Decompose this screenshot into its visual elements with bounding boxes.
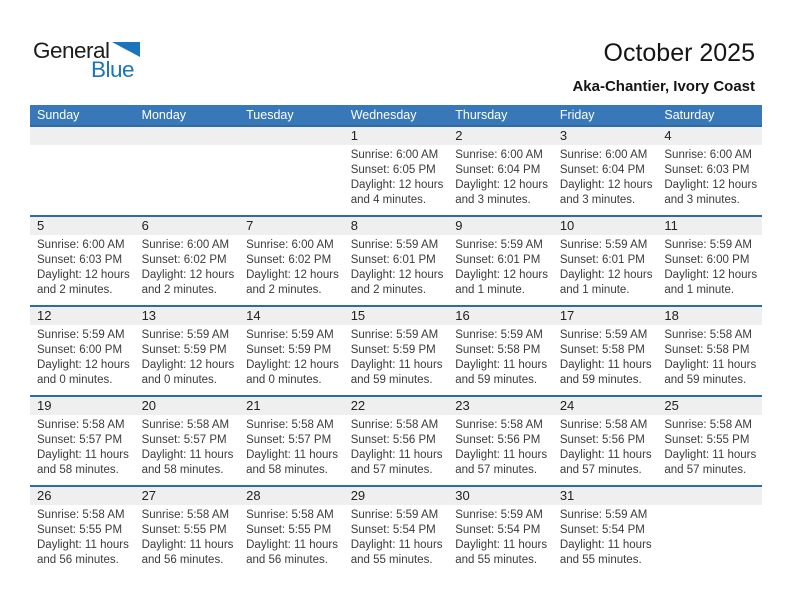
- sunset-text: Sunset: 5:56 PM: [350, 434, 436, 446]
- weekday-header-sunday: Sunday: [30, 105, 135, 126]
- logo-triangle-icon: [112, 42, 140, 57]
- sunset-text: Sunset: 6:05 PM: [350, 164, 436, 176]
- day-number: 19: [30, 397, 135, 415]
- day-number: 16: [448, 307, 553, 325]
- daylight-text-line2: and 0 minutes.: [246, 374, 322, 386]
- sunrise-text: Sunrise: 5:59 AM: [246, 329, 334, 341]
- day-number: [135, 127, 240, 145]
- sunrise-text: Sunrise: 5:59 AM: [559, 329, 648, 341]
- day-cell: [344, 306, 449, 396]
- day-cell: [448, 216, 553, 306]
- day-number: 25: [657, 397, 762, 415]
- sunrise-text: Sunrise: 5:58 AM: [246, 419, 334, 431]
- day-cell: [344, 216, 449, 306]
- month-title: October 2025: [603, 39, 755, 67]
- day-cell: [135, 486, 240, 576]
- daylight-text-line2: and 55 minutes.: [455, 554, 538, 566]
- logo-text-general: General: [33, 38, 110, 63]
- daylight-text-line1: Daylight: 11 hours: [455, 449, 548, 461]
- day-number: 22: [344, 397, 449, 415]
- daylight-text-line1: Daylight: 11 hours: [664, 359, 757, 371]
- day-number: 7: [239, 217, 344, 235]
- weekday-header-tuesday: Tuesday: [239, 105, 344, 126]
- day-cell: [448, 486, 553, 576]
- sunset-text: Sunset: 5:54 PM: [350, 524, 436, 536]
- day-cell: [135, 216, 240, 306]
- day-number: 29: [344, 487, 449, 505]
- sunset-text: Sunset: 5:54 PM: [455, 524, 541, 536]
- sunset-text: Sunset: 6:01 PM: [455, 254, 541, 266]
- daylight-text-line1: Daylight: 11 hours: [37, 539, 129, 551]
- day-number: 23: [448, 397, 553, 415]
- day-number: 21: [239, 397, 344, 415]
- daylight-text-line1: Daylight: 12 hours: [141, 269, 235, 281]
- day-number: [239, 127, 344, 145]
- daylight-text-line2: and 1 minute.: [455, 284, 525, 296]
- day-number: 12: [30, 307, 135, 325]
- day-number: 26: [30, 487, 135, 505]
- day-number: 14: [239, 307, 344, 325]
- day-cell: [657, 216, 762, 306]
- sunset-text: Sunset: 6:00 PM: [37, 344, 123, 356]
- day-cell: [448, 306, 553, 396]
- sunrise-text: Sunrise: 6:00 AM: [350, 149, 439, 161]
- sunset-text: Sunset: 5:55 PM: [37, 524, 123, 536]
- day-cell: [344, 126, 449, 216]
- day-number: 31: [553, 487, 658, 505]
- daylight-text-line2: and 0 minutes.: [37, 374, 113, 386]
- sunrise-text: Sunrise: 5:59 AM: [350, 239, 439, 251]
- daylight-text-line1: Daylight: 12 hours: [350, 179, 444, 191]
- day-cell: [239, 216, 344, 306]
- sunrise-text: Sunrise: 5:59 AM: [455, 239, 543, 251]
- sunrise-text: Sunrise: 6:00 AM: [246, 239, 334, 251]
- calendar-week-row: [30, 306, 762, 396]
- day-cell: [239, 126, 344, 216]
- day-cell: [344, 396, 449, 486]
- daylight-text-line2: and 59 minutes.: [455, 374, 538, 386]
- day-number: [657, 487, 762, 505]
- sunset-text: Sunset: 5:54 PM: [559, 524, 645, 536]
- sunset-text: Sunset: 5:57 PM: [37, 434, 123, 446]
- daylight-text-line1: Daylight: 12 hours: [559, 179, 653, 191]
- daylight-text-line1: Daylight: 12 hours: [246, 269, 339, 281]
- sunrise-text: Sunrise: 5:58 AM: [141, 419, 230, 431]
- day-cell: [30, 306, 135, 396]
- day-cell: [135, 396, 240, 486]
- day-number: [30, 127, 135, 145]
- day-cell: [30, 396, 135, 486]
- daylight-text-line2: and 2 minutes.: [246, 284, 322, 296]
- day-cell: [239, 486, 344, 576]
- daylight-text-line1: Daylight: 11 hours: [559, 359, 652, 371]
- daylight-text-line1: Daylight: 11 hours: [246, 539, 338, 551]
- daylight-text-line1: Daylight: 11 hours: [455, 539, 548, 551]
- sunrise-text: Sunrise: 5:58 AM: [664, 419, 752, 431]
- day-cell: [553, 306, 658, 396]
- daylight-text-line1: Daylight: 12 hours: [559, 269, 653, 281]
- daylight-text-line2: and 2 minutes.: [141, 284, 217, 296]
- day-cell: [135, 306, 240, 396]
- sunset-text: Sunset: 5:59 PM: [350, 344, 436, 356]
- sunrise-text: Sunrise: 5:58 AM: [37, 419, 125, 431]
- day-cell: [657, 306, 762, 396]
- sunset-text: Sunset: 5:58 PM: [559, 344, 645, 356]
- daylight-text-line2: and 57 minutes.: [664, 464, 747, 476]
- sunrise-text: Sunrise: 6:00 AM: [559, 149, 648, 161]
- weekday-header-saturday: Saturday: [657, 105, 762, 126]
- calendar-week-row: [30, 216, 762, 306]
- sunrise-text: Sunrise: 6:00 AM: [37, 239, 125, 251]
- sunrise-text: Sunrise: 5:59 AM: [141, 329, 230, 341]
- sunset-text: Sunset: 6:02 PM: [141, 254, 227, 266]
- day-number: 20: [135, 397, 240, 415]
- day-cell: [30, 126, 135, 216]
- sunset-text: Sunset: 6:01 PM: [559, 254, 645, 266]
- calendar-week-row: [30, 126, 762, 216]
- day-number: 27: [135, 487, 240, 505]
- sunrise-text: Sunrise: 5:58 AM: [559, 419, 648, 431]
- daylight-text-line2: and 58 minutes.: [37, 464, 119, 476]
- sunset-text: Sunset: 6:03 PM: [664, 164, 750, 176]
- sunrise-text: Sunrise: 5:59 AM: [455, 509, 543, 521]
- daylight-text-line1: Daylight: 12 hours: [664, 269, 758, 281]
- weekday-header-row: [30, 105, 762, 126]
- weekday-header-wednesday: Wednesday: [344, 105, 449, 126]
- day-number: 10: [553, 217, 658, 235]
- sunrise-text: Sunrise: 6:00 AM: [664, 149, 752, 161]
- daylight-text-line1: Daylight: 11 hours: [559, 539, 652, 551]
- weekday-header-monday: Monday: [135, 105, 240, 126]
- daylight-text-line1: Daylight: 12 hours: [246, 359, 339, 371]
- day-number: 17: [553, 307, 658, 325]
- sunrise-text: Sunrise: 5:59 AM: [350, 509, 439, 521]
- daylight-text-line2: and 55 minutes.: [350, 554, 433, 566]
- weekday-header-thursday: Thursday: [448, 105, 553, 126]
- calendar-week-row: [30, 396, 762, 486]
- daylight-text-line1: Daylight: 12 hours: [141, 359, 235, 371]
- day-number: 2: [448, 127, 553, 145]
- daylight-text-line2: and 2 minutes.: [37, 284, 113, 296]
- daylight-text-line2: and 0 minutes.: [141, 374, 217, 386]
- sunrise-text: Sunrise: 5:58 AM: [141, 509, 230, 521]
- day-number: 4: [657, 127, 762, 145]
- sunset-text: Sunset: 5:55 PM: [664, 434, 750, 446]
- sunrise-text: Sunrise: 5:58 AM: [246, 509, 334, 521]
- sunrise-text: Sunrise: 6:00 AM: [455, 149, 543, 161]
- daylight-text-line1: Daylight: 11 hours: [141, 539, 234, 551]
- sunset-text: Sunset: 6:04 PM: [559, 164, 645, 176]
- calendar-table: [30, 105, 762, 576]
- day-number: 11: [657, 217, 762, 235]
- daylight-text-line1: Daylight: 11 hours: [350, 449, 443, 461]
- daylight-text-line1: Daylight: 12 hours: [455, 269, 548, 281]
- daylight-text-line1: Daylight: 11 hours: [141, 449, 234, 461]
- sunrise-text: Sunrise: 5:58 AM: [37, 509, 125, 521]
- sunrise-text: Sunrise: 5:59 AM: [37, 329, 125, 341]
- day-number: 8: [344, 217, 449, 235]
- daylight-text-line1: Daylight: 12 hours: [455, 179, 548, 191]
- daylight-text-line2: and 59 minutes.: [350, 374, 433, 386]
- day-cell: [448, 396, 553, 486]
- sunset-text: Sunset: 5:55 PM: [246, 524, 332, 536]
- sunset-text: Sunset: 6:01 PM: [350, 254, 436, 266]
- day-cell: [30, 486, 135, 576]
- general-blue-logo: [33, 40, 140, 81]
- daylight-text-line2: and 1 minute.: [559, 284, 630, 296]
- daylight-text-line2: and 55 minutes.: [559, 554, 642, 566]
- day-cell: [553, 486, 658, 576]
- daylight-text-line2: and 3 minutes.: [455, 194, 531, 206]
- sunrise-text: Sunrise: 5:58 AM: [664, 329, 752, 341]
- daylight-text-line2: and 57 minutes.: [559, 464, 642, 476]
- sunrise-text: Sunrise: 5:59 AM: [455, 329, 543, 341]
- day-cell: [239, 306, 344, 396]
- day-number: 24: [553, 397, 658, 415]
- day-cell: [344, 486, 449, 576]
- day-cell: [657, 486, 762, 576]
- daylight-text-line1: Daylight: 11 hours: [559, 449, 652, 461]
- day-cell: [30, 216, 135, 306]
- day-cell: [135, 126, 240, 216]
- day-cell: [553, 126, 658, 216]
- day-cell: [239, 396, 344, 486]
- daylight-text-line2: and 1 minute.: [664, 284, 735, 296]
- sunrise-text: Sunrise: 5:59 AM: [559, 239, 648, 251]
- location-subtitle: Aka-Chantier, Ivory Coast: [572, 77, 755, 95]
- sunrise-text: Sunrise: 5:58 AM: [350, 419, 439, 431]
- weekday-header-friday: Friday: [553, 105, 658, 126]
- day-number: 6: [135, 217, 240, 235]
- sunrise-text: Sunrise: 5:59 AM: [350, 329, 439, 341]
- daylight-text-line1: Daylight: 12 hours: [37, 269, 130, 281]
- sunset-text: Sunset: 5:56 PM: [559, 434, 645, 446]
- daylight-text-line2: and 3 minutes.: [664, 194, 740, 206]
- daylight-text-line2: and 58 minutes.: [246, 464, 328, 476]
- day-number: 5: [30, 217, 135, 235]
- day-cell: [553, 216, 658, 306]
- sunset-text: Sunset: 6:00 PM: [664, 254, 750, 266]
- daylight-text-line2: and 4 minutes.: [350, 194, 427, 206]
- logo-text-blue: Blue: [91, 56, 135, 82]
- daylight-text-line1: Daylight: 11 hours: [664, 449, 757, 461]
- day-cell: [553, 396, 658, 486]
- daylight-text-line2: and 56 minutes.: [246, 554, 328, 566]
- sunrise-text: Sunrise: 5:59 AM: [664, 239, 752, 251]
- day-number: 1: [344, 127, 449, 145]
- sunset-text: Sunset: 5:57 PM: [141, 434, 227, 446]
- day-cell: [657, 126, 762, 216]
- sunset-text: Sunset: 5:58 PM: [455, 344, 541, 356]
- day-number: 13: [135, 307, 240, 325]
- sunrise-text: Sunrise: 6:00 AM: [141, 239, 230, 251]
- title-block: [572, 40, 755, 95]
- day-number: 15: [344, 307, 449, 325]
- daylight-text-line1: Daylight: 11 hours: [246, 449, 338, 461]
- sunset-text: Sunset: 5:59 PM: [141, 344, 227, 356]
- sunset-text: Sunset: 6:04 PM: [455, 164, 541, 176]
- day-cell: [448, 126, 553, 216]
- day-number: 18: [657, 307, 762, 325]
- daylight-text-line1: Daylight: 11 hours: [37, 449, 129, 461]
- daylight-text-line2: and 59 minutes.: [664, 374, 747, 386]
- daylight-text-line1: Daylight: 11 hours: [350, 539, 443, 551]
- day-number: 9: [448, 217, 553, 235]
- sunset-text: Sunset: 5:58 PM: [664, 344, 750, 356]
- sunset-text: Sunset: 5:56 PM: [455, 434, 541, 446]
- day-cell: [657, 396, 762, 486]
- daylight-text-line2: and 59 minutes.: [559, 374, 642, 386]
- daylight-text-line2: and 56 minutes.: [37, 554, 119, 566]
- daylight-text-line2: and 58 minutes.: [141, 464, 224, 476]
- daylight-text-line1: Daylight: 12 hours: [37, 359, 130, 371]
- daylight-text-line1: Daylight: 12 hours: [664, 179, 758, 191]
- daylight-text-line2: and 2 minutes.: [350, 284, 427, 296]
- daylight-text-line1: Daylight: 11 hours: [350, 359, 443, 371]
- daylight-text-line2: and 3 minutes.: [559, 194, 636, 206]
- daylight-text-line2: and 57 minutes.: [350, 464, 433, 476]
- calendar-week-row: [30, 486, 762, 576]
- sunset-text: Sunset: 5:59 PM: [246, 344, 332, 356]
- daylight-text-line2: and 57 minutes.: [455, 464, 538, 476]
- sunrise-text: Sunrise: 5:59 AM: [559, 509, 648, 521]
- daylight-text-line1: Daylight: 11 hours: [455, 359, 548, 371]
- sunset-text: Sunset: 6:03 PM: [37, 254, 123, 266]
- day-number: 30: [448, 487, 553, 505]
- day-number: 28: [239, 487, 344, 505]
- daylight-text-line2: and 56 minutes.: [141, 554, 224, 566]
- sunset-text: Sunset: 6:02 PM: [246, 254, 332, 266]
- day-number: 3: [553, 127, 658, 145]
- sunset-text: Sunset: 5:57 PM: [246, 434, 332, 446]
- sunrise-text: Sunrise: 5:58 AM: [455, 419, 543, 431]
- sunset-text: Sunset: 5:55 PM: [141, 524, 227, 536]
- daylight-text-line1: Daylight: 12 hours: [350, 269, 444, 281]
